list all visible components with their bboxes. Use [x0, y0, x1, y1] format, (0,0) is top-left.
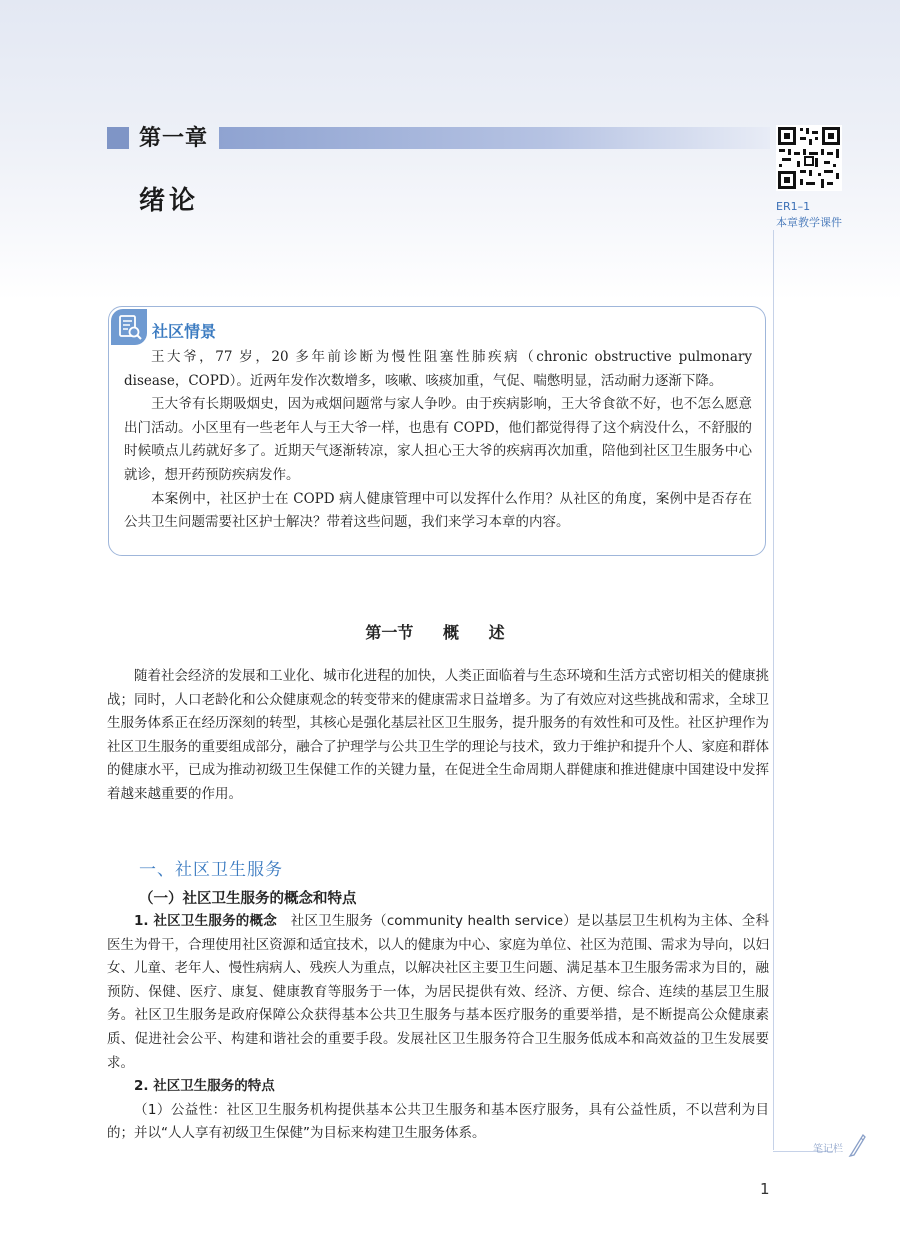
concept-text: 社区卫生服务（community health service）是以基层卫生机构为主体、全科医生为骨干，合理使用社区资源和适宜技术，以人的健康为中心、家庭为单位、社区为范围、需求为导向，以妇女、儿童、老年人、慢性病病人、残疾人为重点，以解决社区主要卫生问题、满足基本卫生服务需求为目的，融预防、保健、医疗、康复、健康教育等服务于一体，为居民提供有效、经济、方便、综合、连续的基层卫生服务。社区卫生服务是政府保障公众获得基本公共卫生服务与基本医疗服务的重要举措，是不断提高公众健康素质、促进社会公平、构建和谐社会的重要手段。发展社区卫生服务符合卫生服务低成本和高效益的卫生发展要求。 [107, 913, 769, 1071]
scenario-paragraph: 王大爷，77 岁，20 多年前诊断为慢性阻塞性肺疾病（chronic obstructive pulmonary disease，COPD）。近两年发作次数增多，咳嗽、咳痰加重，气促、喘憋明显，活动耐力逐渐下降。 [124, 349, 752, 389]
concept-label: 1. 社区卫生服务的概念 [134, 913, 277, 929]
header-band [0, 0, 900, 300]
heading-community-health-service: 一、社区卫生服务 [139, 860, 283, 880]
chapter-marker [107, 127, 129, 149]
chapter-bar [219, 127, 770, 149]
section-title: 第一节 概 述 [365, 623, 505, 642]
scenario-paragraph: 王大爷有长期吸烟史，因为戒烟问题常与家人争吵。由于疾病影响，王大爷食欲不好，也不怎么愿意出门活动。小区里有一些老年人与王大爷一样，也患有 COPD，他们都觉得得了这个病没什么，不舒服的时候喷点儿药就好多了。近期天气逐渐转凉，家人担心王大爷的疾病再次加重，陪他到社区卫生服务中心就诊，想开药预防疾病发作。 [124, 396, 752, 483]
features-label: 2. 社区卫生服务的特点 [134, 1078, 275, 1095]
notes-margin-line [773, 230, 774, 1150]
scenario-text [124, 346, 752, 535]
section-intro [107, 665, 769, 807]
page-number: 1 [760, 1180, 770, 1198]
body-text [107, 910, 769, 1146]
document-search-icon [111, 309, 147, 345]
qr-caption: 本章教学课件 [776, 216, 842, 229]
qr-code-icon[interactable] [776, 125, 842, 191]
concept-paragraph [107, 910, 769, 1075]
notes-label: 笔记栏 [813, 1144, 843, 1155]
intro-paragraph: 随着社会经济的发展和工业化、城市化进程的加快，人类正面临着与生态环境和生活方式密切相关的健康挑战；同时，人口老龄化和公众健康观念的转变带来的健康需求日益增多。为了有效应对这些挑战和需求，全球卫生服务体系正在经历深刻的转型，其核心是强化基层社区卫生服务，提升服务的有效性和可及性。社区护理作为社区卫生服务的重要组成部分，融合了护理学与公共卫生学的理论与技术，致力于维护和提升个人、家庭和群体的健康水平，已成为推动初级卫生保健工作的关键力量，在促进全生命周期人群健康和推进健康中国建设中发挥着越来越重要的作用。 [107, 668, 769, 802]
scenario-title: 社区情景 [152, 322, 217, 341]
heading-concept-and-features: （一）社区卫生服务的概念和特点 [139, 891, 357, 907]
chapter-label: 第一章 [139, 126, 209, 151]
chapter-title: 绪论 [139, 186, 200, 216]
qr-code-id: ER1–1 [776, 200, 811, 213]
pencil-icon [846, 1131, 868, 1157]
scenario-paragraph: 本案例中，社区护士在 COPD 病人健康管理中可以发挥什么作用？从社区的角度，案例中是否存在公共卫生问题需要社区护士解决？带着这些问题，我们来学习本章的内容。 [124, 490, 752, 531]
feature-public-welfare: （1）公益性：社区卫生服务机构提供基本公共卫生服务和基本医疗服务，具有公益性质，不以营利为目的；并以“人人享有初级卫生保健”为目标来构建卫生服务体系。 [107, 1101, 769, 1142]
